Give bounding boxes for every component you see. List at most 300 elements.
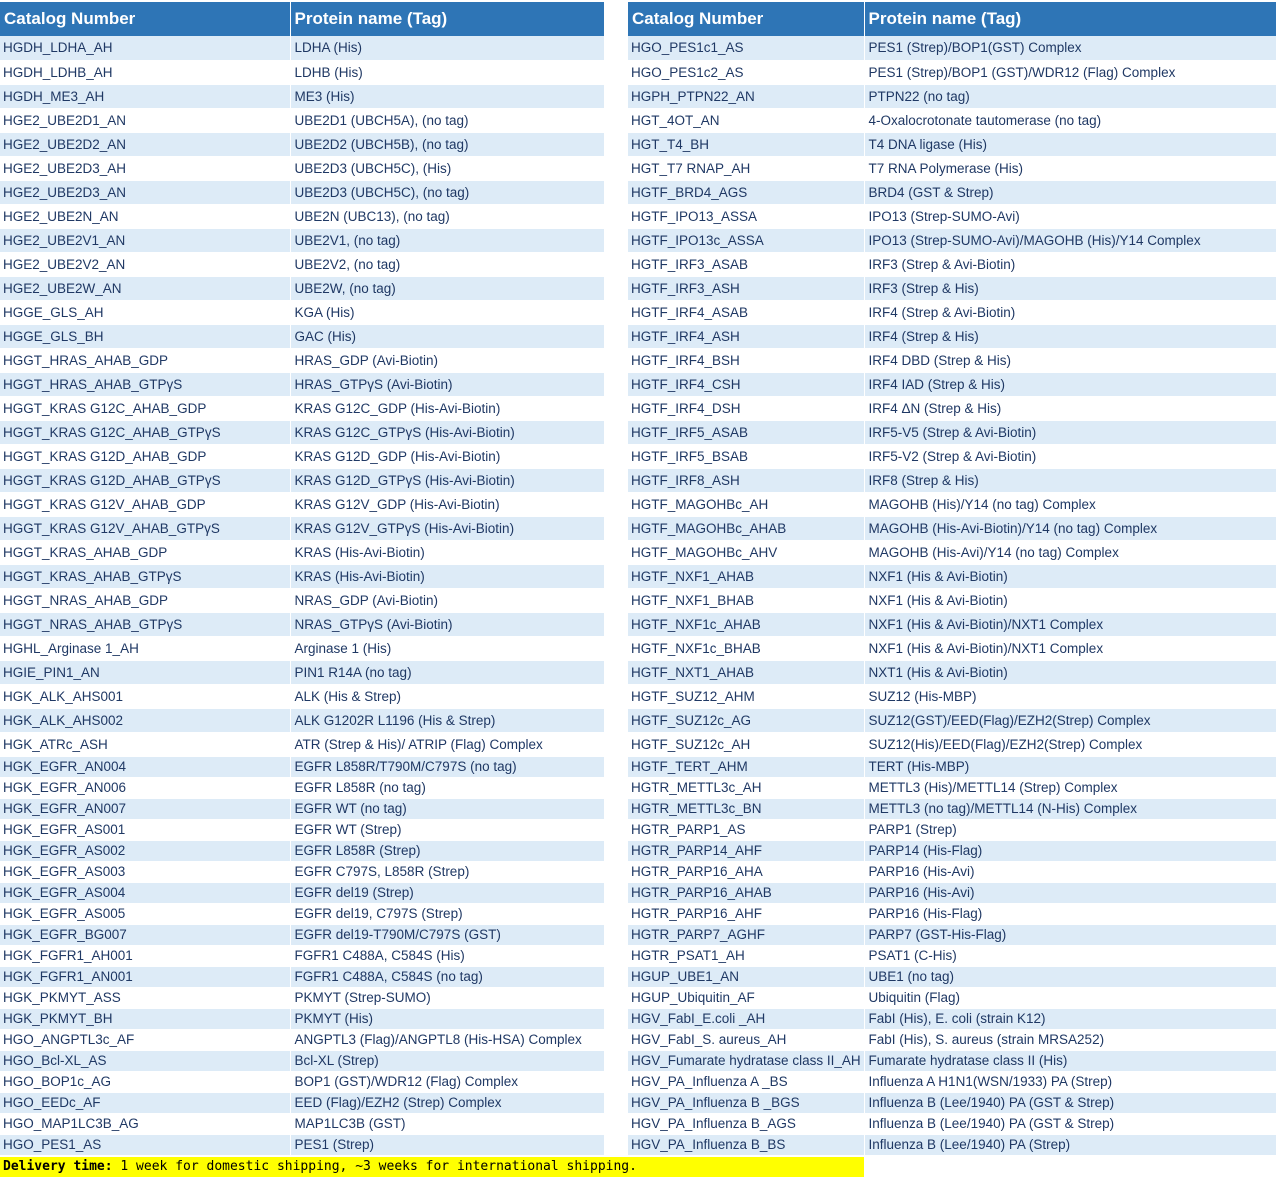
catalog-number-cell: HGO_PES1c2_AS [628, 60, 864, 84]
table-row [628, 882, 1276, 903]
catalog-number-cell: HGGT_HRAS_AHAB_GTPγS [0, 372, 290, 396]
catalog-number-cell: HGTF_IRF4_BSH [628, 348, 864, 372]
protein-name-cell: NXF1 (His & Avi-Biotin) [864, 588, 1276, 612]
catalog-number-cell: HGTR_PARP16_AHA [628, 861, 864, 882]
catalog-number-cell: HGTR_PARP1_AS [628, 819, 864, 840]
protein-name-header: Protein name (Tag) [864, 2, 1276, 36]
table-row [0, 468, 604, 492]
catalog-number-cell: HGTF_IRF4_DSH [628, 396, 864, 420]
catalog-number-cell: HGE2_UBE2D3_AH [0, 156, 290, 180]
protein-name-cell: KRAS G12C_GTPγS (His-Avi-Biotin) [290, 420, 604, 444]
catalog-number-cell: HGO_Bcl-XL_AS [0, 1050, 290, 1071]
catalog-number-cell: HGT_4OT_AN [628, 108, 864, 132]
catalog-number-cell: HGGT_HRAS_AHAB_GDP [0, 348, 290, 372]
catalog-number-cell: HGV_FabI_E.coli _AH [628, 1008, 864, 1029]
protein-name-cell: IRF5-V2 (Strep & Avi-Biotin) [864, 444, 1276, 468]
protein-name-cell: Influenza B (Lee/1940) PA (GST & Strep) [864, 1092, 1276, 1113]
catalog-number-cell: HGV_PA_Influenza B _BGS [628, 1092, 864, 1113]
table-row [0, 1134, 604, 1155]
catalog-number-cell: HGO_MAP1LC3B_AG [0, 1113, 290, 1134]
table-row [628, 924, 1276, 945]
protein-name-cell: UBE2D3 (UBCH5C), (no tag) [290, 180, 604, 204]
table-row [0, 444, 604, 468]
catalog-number-cell: HGTF_MAGOHBc_AH [628, 492, 864, 516]
table-row [0, 132, 604, 156]
catalog-number-cell: HGTR_METTL3c_AH [628, 777, 864, 798]
protein-name-cell: T4 DNA ligase (His) [864, 132, 1276, 156]
table-row [628, 840, 1276, 861]
protein-name-cell: NXF1 (His & Avi-Biotin)/NXT1 Complex [864, 612, 1276, 636]
table-row [628, 1050, 1276, 1071]
catalog-number-cell: HGTF_NXF1_BHAB [628, 588, 864, 612]
protein-name-cell: NXT1 (His & Avi-Biotin) [864, 660, 1276, 684]
protein-name-header: Protein name (Tag) [290, 2, 604, 36]
catalog-number-cell: HGK_EGFR_BG007 [0, 924, 290, 945]
catalog-number-cell: HGTF_MAGOHBc_AHV [628, 540, 864, 564]
protein-name-cell: PSAT1 (C-His) [864, 945, 1276, 966]
catalog-number-cell: HGK_EGFR_AS003 [0, 861, 290, 882]
protein-name-cell: SUZ12 (His-MBP) [864, 684, 1276, 708]
table-row [0, 420, 604, 444]
catalog-number-cell: HGT_T7 RNAP_AH [628, 156, 864, 180]
protein-name-cell: HRAS_GDP (Avi-Biotin) [290, 348, 604, 372]
table-row [0, 1113, 604, 1134]
table-row [0, 108, 604, 132]
table-row [0, 636, 604, 660]
table-row [628, 1134, 1276, 1155]
catalog-number-cell: HGGE_GLS_AH [0, 300, 290, 324]
table-row [628, 180, 1276, 204]
protein-name-cell: Influenza B (Lee/1940) PA (Strep) [864, 1134, 1276, 1155]
protein-name-cell: IRF3 (Strep & His) [864, 276, 1276, 300]
protein-name-cell: Arginase 1 (His) [290, 636, 604, 660]
protein-name-cell: T7 RNA Polymerase (His) [864, 156, 1276, 180]
catalog-number-cell: HGGT_KRAS G12C_AHAB_GTPγS [0, 420, 290, 444]
protein-name-cell: EGFR WT (Strep) [290, 819, 604, 840]
table-row [628, 372, 1276, 396]
protein-name-cell: IPO13 (Strep-SUMO-Avi) [864, 204, 1276, 228]
table-row [628, 819, 1276, 840]
delivery-time-note [0, 1157, 864, 1177]
protein-name-cell: PKMYT (Strep-SUMO) [290, 987, 604, 1008]
protein-name-cell: UBE2V2, (no tag) [290, 252, 604, 276]
table-row [628, 420, 1276, 444]
protein-name-cell: IRF4 (Strep & His) [864, 324, 1276, 348]
table-row [0, 1029, 604, 1050]
catalog-number-cell: HGGT_KRAS G12D_AHAB_GTPγS [0, 468, 290, 492]
table-row [0, 348, 604, 372]
catalog-number-cell: HGTR_PARP7_AGHF [628, 924, 864, 945]
table-row [628, 1092, 1276, 1113]
catalog-number-cell: HGE2_UBE2D3_AN [0, 180, 290, 204]
table-row [628, 636, 1276, 660]
catalog-number-cell: HGUP_UBE1_AN [628, 966, 864, 987]
protein-name-cell: EGFR L858R/T790M/C797S (no tag) [290, 756, 604, 777]
table-row [628, 588, 1276, 612]
table-row [0, 903, 604, 924]
protein-name-cell: NXF1 (His & Avi-Biotin) [864, 564, 1276, 588]
protein-name-cell: EGFR C797S, L858R (Strep) [290, 861, 604, 882]
catalog-number-cell: HGK_ALK_AHS001 [0, 684, 290, 708]
protein-name-cell: Influenza A H1N1(WSN/1933) PA (Strep) [864, 1071, 1276, 1092]
table-row [0, 945, 604, 966]
protein-name-cell: IRF8 (Strep & His) [864, 468, 1276, 492]
table-row [628, 108, 1276, 132]
protein-name-cell: LDHB (His) [290, 60, 604, 84]
catalog-number-header: Catalog Number [0, 2, 290, 36]
table-header-row [0, 2, 604, 36]
protein-name-cell: TERT (His-MBP) [864, 756, 1276, 777]
table-row [0, 1092, 604, 1113]
protein-name-cell: PES1 (Strep) [290, 1134, 604, 1155]
catalog-number-cell: HGTF_SUZ12c_AH [628, 732, 864, 756]
protein-name-cell: ANGPTL3 (Flag)/ANGPTL8 (His-HSA) Complex [290, 1029, 604, 1050]
catalog-number-cell: HGTF_IRF4_ASH [628, 324, 864, 348]
catalog-number-cell: HGK_FGFR1_AH001 [0, 945, 290, 966]
catalog-number-cell: HGTF_IRF5_ASAB [628, 420, 864, 444]
protein-name-cell: PARP14 (His-Flag) [864, 840, 1276, 861]
catalog-number-cell: HGE2_UBE2V2_AN [0, 252, 290, 276]
catalog-number-cell: HGO_EEDc_AF [0, 1092, 290, 1113]
protein-name-cell: Bcl-XL (Strep) [290, 1050, 604, 1071]
table-row [0, 732, 604, 756]
catalog-number-cell: HGTF_NXF1c_AHAB [628, 612, 864, 636]
protein-name-cell: PKMYT (His) [290, 1008, 604, 1029]
catalog-number-cell: HGK_EGFR_AS001 [0, 819, 290, 840]
catalog-number-cell: HGIE_PIN1_AN [0, 660, 290, 684]
protein-name-cell: Ubiquitin (Flag) [864, 987, 1276, 1008]
protein-name-cell: FabI (His), E. coli (strain K12) [864, 1008, 1276, 1029]
table-row [0, 987, 604, 1008]
protein-name-cell: NRAS_GTPγS (Avi-Biotin) [290, 612, 604, 636]
table-row [628, 798, 1276, 819]
right-catalog-table [628, 2, 1277, 1156]
catalog-number-cell: HGK_ATRc_ASH [0, 732, 290, 756]
table-row [0, 1050, 604, 1071]
protein-name-cell: KRAS G12C_GDP (His-Avi-Biotin) [290, 396, 604, 420]
protein-name-cell: EGFR L858R (Strep) [290, 840, 604, 861]
table-row [0, 324, 604, 348]
table-row [0, 861, 604, 882]
catalog-number-cell: HGK_EGFR_AS005 [0, 903, 290, 924]
table-row [628, 300, 1276, 324]
table-row [0, 708, 604, 732]
protein-name-cell: MAGOHB (His-Avi-Biotin)/Y14 (no tag) Complex [864, 516, 1276, 540]
catalog-number-cell: HGTF_NXF1_AHAB [628, 564, 864, 588]
catalog-number-cell: HGK_PKMYT_BH [0, 1008, 290, 1029]
catalog-number-cell: HGTR_PARP16_AHF [628, 903, 864, 924]
table-row [0, 840, 604, 861]
delivery-time-label: Delivery time: [3, 1159, 113, 1174]
table-row [0, 84, 604, 108]
protein-name-cell: MAP1LC3B (GST) [290, 1113, 604, 1134]
catalog-number-cell: HGO_PES1c1_AS [628, 36, 864, 60]
table-header-row [628, 2, 1276, 36]
right-table-body [628, 36, 1276, 1155]
catalog-number-cell: HGT_T4_BH [628, 132, 864, 156]
catalog-number-cell: HGE2_UBE2W_AN [0, 276, 290, 300]
protein-name-cell: IRF4 (Strep & Avi-Biotin) [864, 300, 1276, 324]
protein-name-cell: KRAS G12D_GTPγS (His-Avi-Biotin) [290, 468, 604, 492]
catalog-number-cell: HGTF_NXT1_AHAB [628, 660, 864, 684]
catalog-number-cell: HGV_FabI_S. aureus_AH [628, 1029, 864, 1050]
catalog-number-cell: HGV_Fumarate hydratase class II_AH [628, 1050, 864, 1071]
catalog-number-cell: HGTR_PARP14_AHF [628, 840, 864, 861]
protein-name-cell: KGA (His) [290, 300, 604, 324]
protein-name-cell: FGFR1 C488A, C584S (no tag) [290, 966, 604, 987]
protein-name-cell: EGFR del19-T790M/C797S (GST) [290, 924, 604, 945]
table-row [628, 612, 1276, 636]
catalog-number-cell: HGTR_PARP16_AHAB [628, 882, 864, 903]
table-row [628, 684, 1276, 708]
table-row [0, 396, 604, 420]
protein-name-cell: UBE2N (UBC13), (no tag) [290, 204, 604, 228]
protein-name-cell: PARP16 (His-Flag) [864, 903, 1276, 924]
table-row [0, 204, 604, 228]
catalog-number-cell: HGHL_Arginase 1_AH [0, 636, 290, 660]
protein-name-cell: KRAS G12V_GDP (His-Avi-Biotin) [290, 492, 604, 516]
catalog-number-cell: HGE2_UBE2N_AN [0, 204, 290, 228]
table-row [628, 132, 1276, 156]
protein-name-cell: ALK G1202R L1196 (His & Strep) [290, 708, 604, 732]
table-row [628, 987, 1276, 1008]
table-row [628, 348, 1276, 372]
table-row [628, 276, 1276, 300]
table-row [628, 1008, 1276, 1029]
protein-name-cell: PES1 (Strep)/BOP1 (GST)/WDR12 (Flag) Complex [864, 60, 1276, 84]
table-row [0, 1071, 604, 1092]
catalog-number-cell: HGK_ALK_AHS002 [0, 708, 290, 732]
table-row [0, 756, 604, 777]
protein-name-cell: IRF4 DBD (Strep & His) [864, 348, 1276, 372]
table-row [0, 372, 604, 396]
catalog-number-cell: HGE2_UBE2D1_AN [0, 108, 290, 132]
catalog-number-cell: HGGT_KRAS_AHAB_GTPγS [0, 564, 290, 588]
protein-name-cell: BRD4 (GST & Strep) [864, 180, 1276, 204]
table-row [0, 564, 604, 588]
table-row [0, 588, 604, 612]
catalog-number-cell: HGV_PA_Influenza B_BS [628, 1134, 864, 1155]
table-row [628, 228, 1276, 252]
protein-name-cell: NXF1 (His & Avi-Biotin)/NXT1 Complex [864, 636, 1276, 660]
catalog-number-cell: HGTF_TERT_AHM [628, 756, 864, 777]
table-row [628, 540, 1276, 564]
catalog-number-cell: HGTF_IRF5_BSAB [628, 444, 864, 468]
protein-name-cell: KRAS G12D_GDP (His-Avi-Biotin) [290, 444, 604, 468]
table-row [628, 732, 1276, 756]
table-row [0, 516, 604, 540]
table-row [628, 660, 1276, 684]
table-row [0, 1008, 604, 1029]
table-row [628, 708, 1276, 732]
table-row [628, 204, 1276, 228]
table-row [628, 444, 1276, 468]
catalog-number-cell: HGTF_SUZ12c_AG [628, 708, 864, 732]
catalog-number-cell: HGO_ANGPTL3c_AF [0, 1029, 290, 1050]
table-row [628, 861, 1276, 882]
catalog-number-cell: HGV_PA_Influenza B_AGS [628, 1113, 864, 1134]
catalog-number-cell: HGGT_NRAS_AHAB_GTPγS [0, 612, 290, 636]
protein-name-cell: IPO13 (Strep-SUMO-Avi)/MAGOHB (His)/Y14 Complex [864, 228, 1276, 252]
table-row [628, 36, 1276, 60]
catalog-number-cell: HGV_PA_Influenza A _BS [628, 1071, 864, 1092]
protein-name-cell: IRF4 ΔN (Strep & His) [864, 396, 1276, 420]
catalog-number-cell: HGDH_ME3_AH [0, 84, 290, 108]
table-row [628, 492, 1276, 516]
catalog-number-cell: HGK_EGFR_AN006 [0, 777, 290, 798]
table-row [0, 777, 604, 798]
protein-name-cell: 4-Oxalocrotonate tautomerase (no tag) [864, 108, 1276, 132]
catalog-number-cell: HGK_EGFR_AN004 [0, 756, 290, 777]
table-row [0, 684, 604, 708]
protein-name-cell: UBE2V1, (no tag) [290, 228, 604, 252]
catalog-number-cell: HGGE_GLS_BH [0, 324, 290, 348]
table-row [628, 84, 1276, 108]
table-row [0, 60, 604, 84]
table-row [628, 966, 1276, 987]
table-row [0, 540, 604, 564]
catalog-number-cell: HGTF_IRF4_ASAB [628, 300, 864, 324]
protein-name-cell: MAGOHB (His)/Y14 (no tag) Complex [864, 492, 1276, 516]
catalog-number-cell: HGK_FGFR1_AN001 [0, 966, 290, 987]
protein-name-cell: KRAS G12V_GTPγS (His-Avi-Biotin) [290, 516, 604, 540]
catalog-number-cell: HGO_PES1_AS [0, 1134, 290, 1155]
protein-name-cell: PIN1 R14A (no tag) [290, 660, 604, 684]
protein-name-cell: EGFR L858R (no tag) [290, 777, 604, 798]
protein-name-cell: Influenza B (Lee/1940) PA (GST & Strep) [864, 1113, 1276, 1134]
catalog-number-cell: HGTF_NXF1c_BHAB [628, 636, 864, 660]
catalog-number-cell: HGTF_IPO13_ASSA [628, 204, 864, 228]
protein-name-cell: BOP1 (GST)/WDR12 (Flag) Complex [290, 1071, 604, 1092]
protein-name-cell: PARP16 (His-Avi) [864, 861, 1276, 882]
table-row [0, 798, 604, 819]
table-row [0, 924, 604, 945]
catalog-number-cell: HGTF_SUZ12_AHM [628, 684, 864, 708]
catalog-number-cell: HGGT_KRAS_AHAB_GDP [0, 540, 290, 564]
catalog-number-cell: HGTF_IRF8_ASH [628, 468, 864, 492]
delivery-time-text: 1 week for domestic shipping, ~3 weeks for international shipping. [112, 1159, 637, 1174]
table-row [0, 660, 604, 684]
catalog-number-cell: HGGT_NRAS_AHAB_GDP [0, 588, 290, 612]
table-row [0, 252, 604, 276]
table-row [0, 228, 604, 252]
table-row [628, 516, 1276, 540]
protein-name-cell: PES1 (Strep)/BOP1(GST) Complex [864, 36, 1276, 60]
catalog-number-cell: HGK_EGFR_AN007 [0, 798, 290, 819]
protein-name-cell: UBE2D1 (UBCH5A), (no tag) [290, 108, 604, 132]
protein-name-cell: IRF3 (Strep & Avi-Biotin) [864, 252, 1276, 276]
catalog-number-cell: HGGT_KRAS G12V_AHAB_GDP [0, 492, 290, 516]
catalog-number-cell: HGTF_IPO13c_ASSA [628, 228, 864, 252]
table-row [0, 300, 604, 324]
catalog-number-cell: HGGT_KRAS G12D_AHAB_GDP [0, 444, 290, 468]
catalog-number-cell: HGDH_LDHB_AH [0, 60, 290, 84]
protein-name-cell: PARP1 (Strep) [864, 819, 1276, 840]
protein-name-cell: IRF4 IAD (Strep & His) [864, 372, 1276, 396]
catalog-number-cell: HGGT_KRAS G12C_AHAB_GDP [0, 396, 290, 420]
protein-name-cell: Fumarate hydratase class II (His) [864, 1050, 1276, 1071]
catalog-number-cell: HGTR_METTL3c_BN [628, 798, 864, 819]
catalog-number-header: Catalog Number [628, 2, 864, 36]
table-row [628, 777, 1276, 798]
table-row [628, 1071, 1276, 1092]
protein-name-cell: GAC (His) [290, 324, 604, 348]
table-row [0, 492, 604, 516]
table-row [628, 252, 1276, 276]
protein-name-cell: FabI (His), S. aureus (strain MRSA252) [864, 1029, 1276, 1050]
protein-name-cell: ME3 (His) [290, 84, 604, 108]
table-row [0, 156, 604, 180]
protein-name-cell: FGFR1 C488A, C584S (His) [290, 945, 604, 966]
catalog-number-cell: HGE2_UBE2V1_AN [0, 228, 290, 252]
catalog-number-cell: HGTF_IRF4_CSH [628, 372, 864, 396]
protein-name-cell: ATR (Strep & His)/ ATRIP (Flag) Complex [290, 732, 604, 756]
catalog-number-cell: HGK_PKMYT_ASS [0, 987, 290, 1008]
table-row [628, 156, 1276, 180]
protein-name-cell: PARP7 (GST-His-Flag) [864, 924, 1276, 945]
table-row [628, 903, 1276, 924]
protein-name-cell: NRAS_GDP (Avi-Biotin) [290, 588, 604, 612]
protein-name-cell: IRF5-V5 (Strep & Avi-Biotin) [864, 420, 1276, 444]
catalog-number-cell: HGO_BOP1c_AG [0, 1071, 290, 1092]
protein-name-cell: EGFR del19 (Strep) [290, 882, 604, 903]
table-row [0, 276, 604, 300]
protein-name-cell: SUZ12(His)/EED(Flag)/EZH2(Strep) Complex [864, 732, 1276, 756]
table-row [628, 324, 1276, 348]
protein-name-cell: KRAS (His-Avi-Biotin) [290, 564, 604, 588]
protein-name-cell: LDHA (His) [290, 36, 604, 60]
catalog-number-cell: HGTF_BRD4_AGS [628, 180, 864, 204]
catalog-number-cell: HGTF_MAGOHBc_AHAB [628, 516, 864, 540]
protein-name-cell: PARP16 (His-Avi) [864, 882, 1276, 903]
table-row [0, 36, 604, 60]
protein-name-cell: UBE1 (no tag) [864, 966, 1276, 987]
protein-name-cell: SUZ12(GST)/EED(Flag)/EZH2(Strep) Complex [864, 708, 1276, 732]
catalog-number-cell: HGGT_KRAS G12V_AHAB_GTPγS [0, 516, 290, 540]
protein-name-cell: MAGOHB (His-Avi)/Y14 (no tag) Complex [864, 540, 1276, 564]
protein-name-cell: METTL3 (no tag)/METTL14 (N-His) Complex [864, 798, 1276, 819]
catalog-number-cell: HGDH_LDHA_AH [0, 36, 290, 60]
table-row [628, 468, 1276, 492]
table-row [0, 819, 604, 840]
catalog-number-cell: HGTR_PSAT1_AH [628, 945, 864, 966]
catalog-number-cell: HGUP_Ubiquitin_AF [628, 987, 864, 1008]
protein-name-cell: EED (Flag)/EZH2 (Strep) Complex [290, 1092, 604, 1113]
protein-name-cell: UBE2D3 (UBCH5C), (His) [290, 156, 604, 180]
protein-name-cell: KRAS (His-Avi-Biotin) [290, 540, 604, 564]
table-row [628, 756, 1276, 777]
protein-name-cell: METTL3 (His)/METTL14 (Strep) Complex [864, 777, 1276, 798]
left-catalog-table [0, 2, 605, 1156]
protein-name-cell: ALK (His & Strep) [290, 684, 604, 708]
catalog-number-cell: HGTF_IRF3_ASH [628, 276, 864, 300]
table-row [0, 612, 604, 636]
catalog-number-cell: HGPH_PTPN22_AN [628, 84, 864, 108]
table-row [0, 180, 604, 204]
protein-name-cell: UBE2W, (no tag) [290, 276, 604, 300]
table-row [628, 1029, 1276, 1050]
left-table-body [0, 36, 604, 1155]
catalog-number-cell: HGK_EGFR_AS004 [0, 882, 290, 903]
protein-name-cell: UBE2D2 (UBCH5B), (no tag) [290, 132, 604, 156]
protein-name-cell: PTPN22 (no tag) [864, 84, 1276, 108]
catalog-number-cell: HGE2_UBE2D2_AN [0, 132, 290, 156]
table-row [0, 882, 604, 903]
table-row [628, 1113, 1276, 1134]
protein-name-cell: EGFR del19, C797S (Strep) [290, 903, 604, 924]
table-row [628, 60, 1276, 84]
protein-name-cell: EGFR WT (no tag) [290, 798, 604, 819]
